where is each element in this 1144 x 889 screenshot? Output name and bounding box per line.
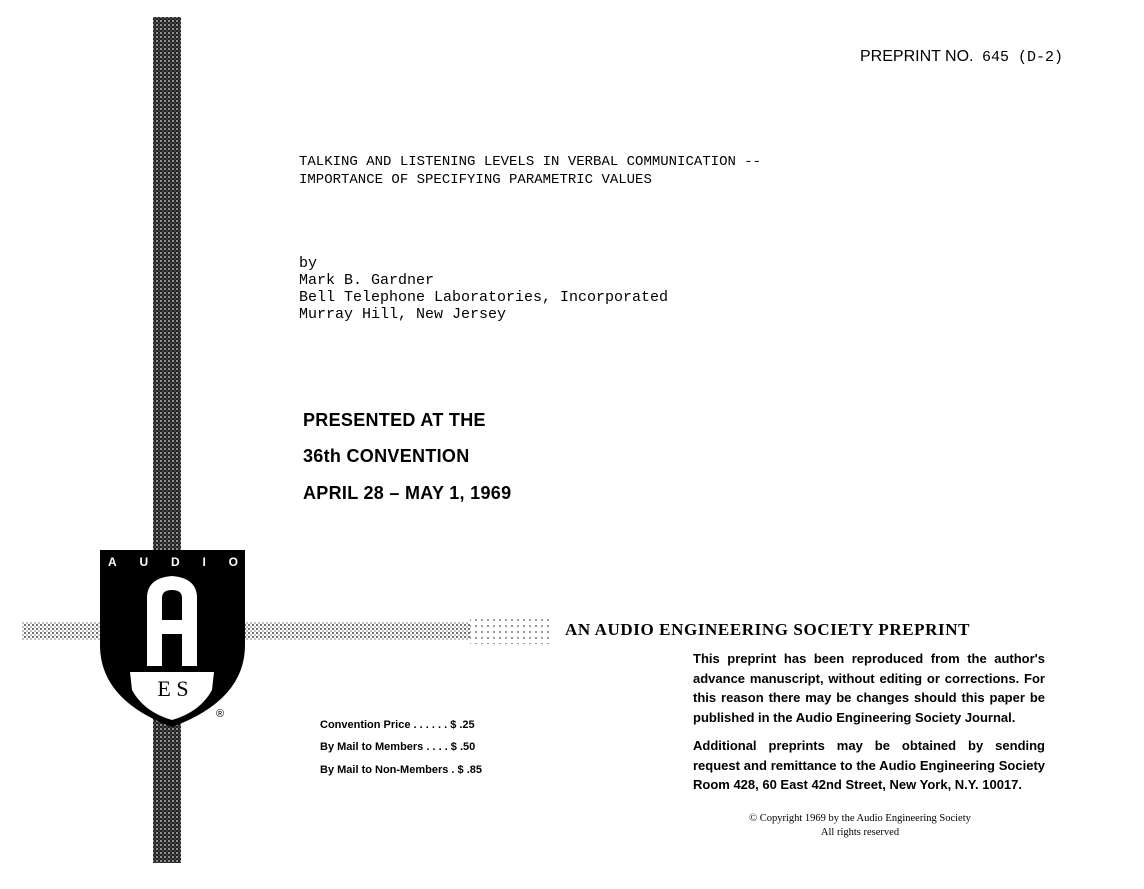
price-convention: Convention Price . . . . . . $ .25 xyxy=(320,719,475,731)
logo-letter: U xyxy=(139,555,149,569)
price-non-members: By Mail to Non-Members . $ .85 xyxy=(320,764,482,776)
logo-letter: O xyxy=(228,555,238,569)
price-members: By Mail to Members . . . . $ .50 xyxy=(320,741,476,753)
preprint-number xyxy=(860,48,1063,66)
author-affiliation: Bell Telephone Laboratories, Incorporated xyxy=(299,289,669,306)
logo-audio-letters xyxy=(108,555,238,569)
rights-line: All rights reserved xyxy=(820,827,900,838)
paper-title xyxy=(299,153,761,189)
vertical-stipple-bar xyxy=(153,17,181,863)
convention-dates: APRIL 28 – MAY 1, 1969 xyxy=(303,483,512,503)
logo-es-letters: E S xyxy=(157,676,189,701)
title-line: TALKING AND LISTENING LEVELS IN VERBAL COMMUNICATION -- xyxy=(299,154,762,170)
preprint-label: PREPRINT NO. xyxy=(860,48,974,65)
registered-mark: ® xyxy=(216,708,225,720)
by-label: by xyxy=(299,255,318,272)
copyright xyxy=(700,812,1020,840)
ordering-info: Additional preprints may be obtained by sending request and remittance to the Audio Engineering Society Room 428, 60 East 42nd Street, New York, N.Y. 10017. xyxy=(693,738,1045,792)
byline xyxy=(299,255,668,323)
presented-at: PRESENTED AT THE xyxy=(303,410,486,430)
preprint-number-value: 645 (D-2) xyxy=(981,49,1063,66)
logo-letter: A xyxy=(108,555,117,569)
title-line: IMPORTANCE OF SPECIFYING PARAMETRIC VALUES xyxy=(299,172,652,188)
logo-letter: D xyxy=(170,555,180,569)
society-heading: AN AUDIO ENGINEERING SOCIETY PREPRINT xyxy=(565,620,971,639)
society-notice: This preprint has been reproduced from the author's advance manuscript, without editing or corrections. For this reason there may be changes should this paper be published in the Audio Engineering Society Journal. xyxy=(693,651,1045,725)
logo-letter: I xyxy=(202,555,206,569)
copyright-line: © Copyright 1969 by the Audio Engineering Society xyxy=(749,813,971,824)
author-name: Mark B. Gardner xyxy=(299,272,435,289)
horizontal-dot-band xyxy=(22,622,110,640)
author-location: Murray Hill, New Jersey xyxy=(299,306,507,323)
convention-name: 36th CONVENTION xyxy=(303,446,470,466)
